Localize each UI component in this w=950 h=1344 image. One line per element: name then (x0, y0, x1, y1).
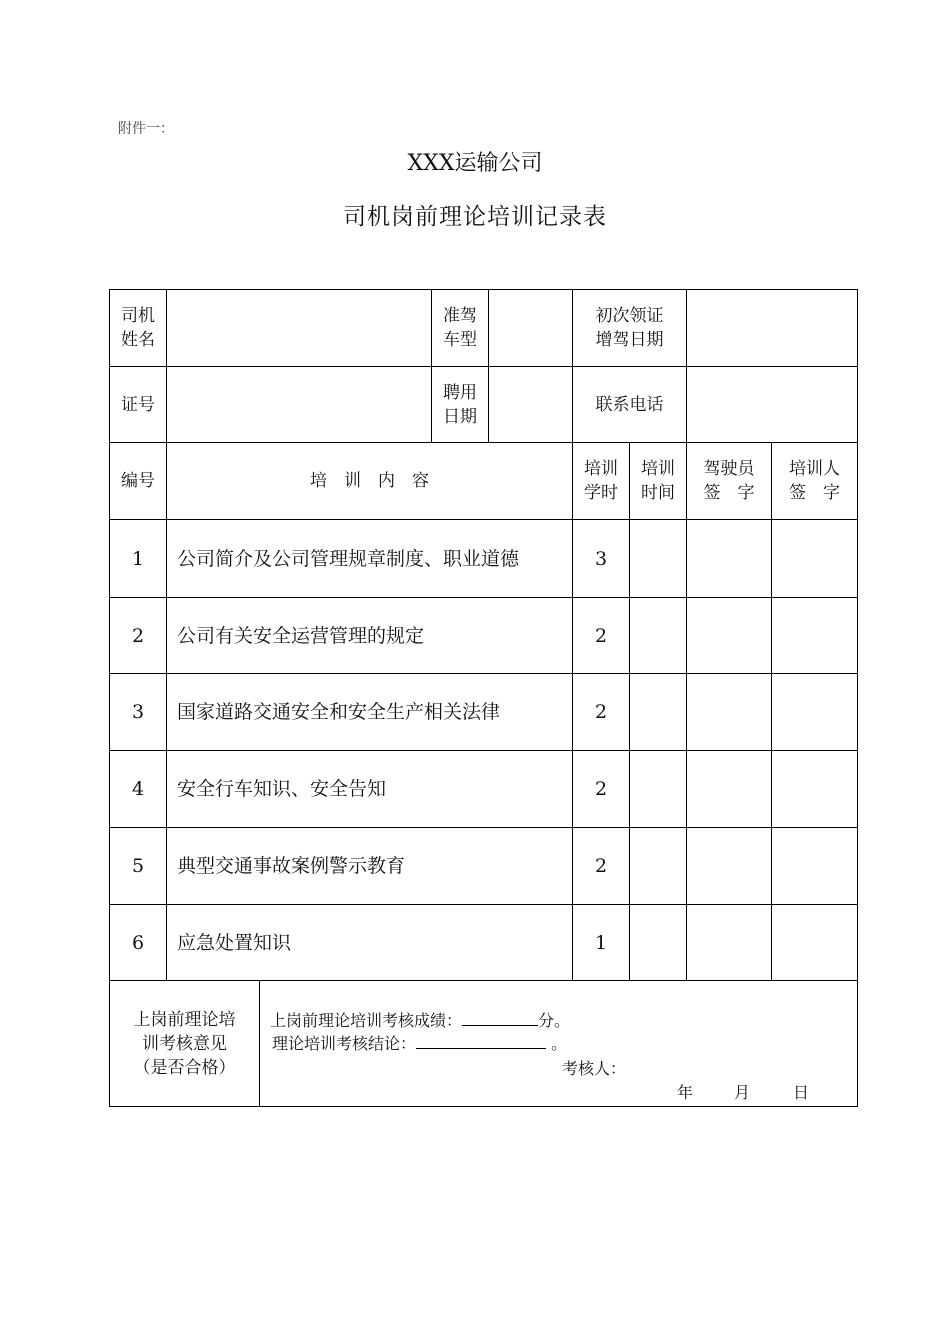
first-license-date-field[interactable] (687, 290, 857, 366)
row-hours: 2 (594, 778, 608, 800)
date-month: 月 (734, 1083, 751, 1102)
row-number: 5 (131, 855, 145, 877)
row-hours: 1 (594, 931, 608, 954)
header-number: 编号 (121, 471, 155, 491)
row-hours: 2 (594, 855, 608, 877)
score-prefix: 上岗前理论培训考核成绩： (270, 1011, 463, 1030)
row-driver-sign-field[interactable] (687, 751, 771, 827)
vehicle-type-field[interactable] (489, 290, 572, 366)
row-number: 6 (131, 931, 145, 954)
id-number-label: 证号 (121, 394, 155, 415)
row-content: 应急处置知识 (177, 931, 292, 954)
row-trainer-sign-field[interactable] (772, 674, 857, 750)
row-number: 3 (131, 701, 145, 723)
date-day: 日 (793, 1083, 810, 1102)
row-time-field[interactable] (630, 828, 686, 904)
phone-label: 联系电话 (595, 394, 664, 415)
row-trainer-sign-field[interactable] (772, 598, 857, 673)
row-time-field[interactable] (630, 751, 686, 827)
driver-name-label: 司机 姓名 (121, 306, 155, 350)
vehicle-type-label: 准驾 车型 (443, 306, 477, 350)
company-title: XXX运输公司 (407, 151, 543, 176)
examiner-label: 考核人： (562, 1059, 627, 1078)
row-driver-sign-field[interactable] (687, 828, 771, 904)
score-field[interactable] (462, 1011, 538, 1026)
conclusion-line (272, 1033, 567, 1055)
row-time-field[interactable] (630, 905, 686, 980)
header-driver-sign: 驾驶员 签 字 (703, 459, 755, 503)
assessment-opinion-label: 上岗前理论培 训考核意见 （是否合格） (133, 1009, 236, 1078)
header-hours: 培训 学时 (584, 459, 618, 503)
row-trainer-sign-field[interactable] (772, 520, 857, 597)
row-content: 典型交通事故案例警示教育 (177, 855, 406, 877)
row-content: 安全行车知识、安全告知 (177, 778, 387, 800)
row-hours: 2 (594, 701, 608, 723)
row-time-field[interactable] (630, 674, 686, 750)
row-hours: 3 (594, 547, 608, 570)
row-number: 1 (131, 547, 145, 570)
row-hours: 2 (594, 624, 608, 647)
row-number: 2 (131, 624, 145, 647)
row-driver-sign-field[interactable] (687, 598, 771, 673)
hire-date-field[interactable] (489, 367, 572, 442)
row-content: 公司简介及公司管理规章制度、职业道德 (177, 547, 520, 570)
conclusion-prefix: 理论培训考核结论： (272, 1034, 417, 1053)
header-content: 培 训 内 容 (310, 471, 429, 491)
row-content: 国家道路交通安全和安全生产相关法律 (177, 701, 501, 723)
row-driver-sign-field[interactable] (687, 520, 771, 597)
attachment-label: 附件一： (118, 121, 174, 137)
row-driver-sign-field[interactable] (687, 905, 771, 980)
row-time-field[interactable] (630, 598, 686, 673)
header-time: 培训 时间 (641, 459, 675, 503)
form-title: 司机岗前理论培训记录表 (343, 204, 607, 230)
score-line (270, 1010, 570, 1032)
conclusion-suffix: 。 (546, 1034, 568, 1053)
row-trainer-sign-field[interactable] (772, 905, 857, 980)
header-trainer-sign: 培训人 签 字 (789, 459, 840, 503)
driver-name-field[interactable] (167, 290, 431, 366)
date-year: 年 (677, 1083, 694, 1102)
score-suffix: 分。 (538, 1011, 571, 1030)
id-number-field[interactable] (167, 367, 431, 442)
conclusion-field[interactable] (416, 1034, 546, 1049)
row-time-field[interactable] (630, 520, 686, 597)
row-content: 公司有关安全运营管理的规定 (177, 624, 425, 647)
first-license-date-label: 初次领证 增驾日期 (595, 306, 664, 350)
row-trainer-sign-field[interactable] (772, 828, 857, 904)
row-trainer-sign-field[interactable] (772, 751, 857, 827)
hire-date-label: 聘用 日期 (443, 382, 477, 427)
phone-field[interactable] (687, 367, 857, 442)
row-number: 4 (131, 778, 145, 800)
row-driver-sign-field[interactable] (687, 674, 771, 750)
